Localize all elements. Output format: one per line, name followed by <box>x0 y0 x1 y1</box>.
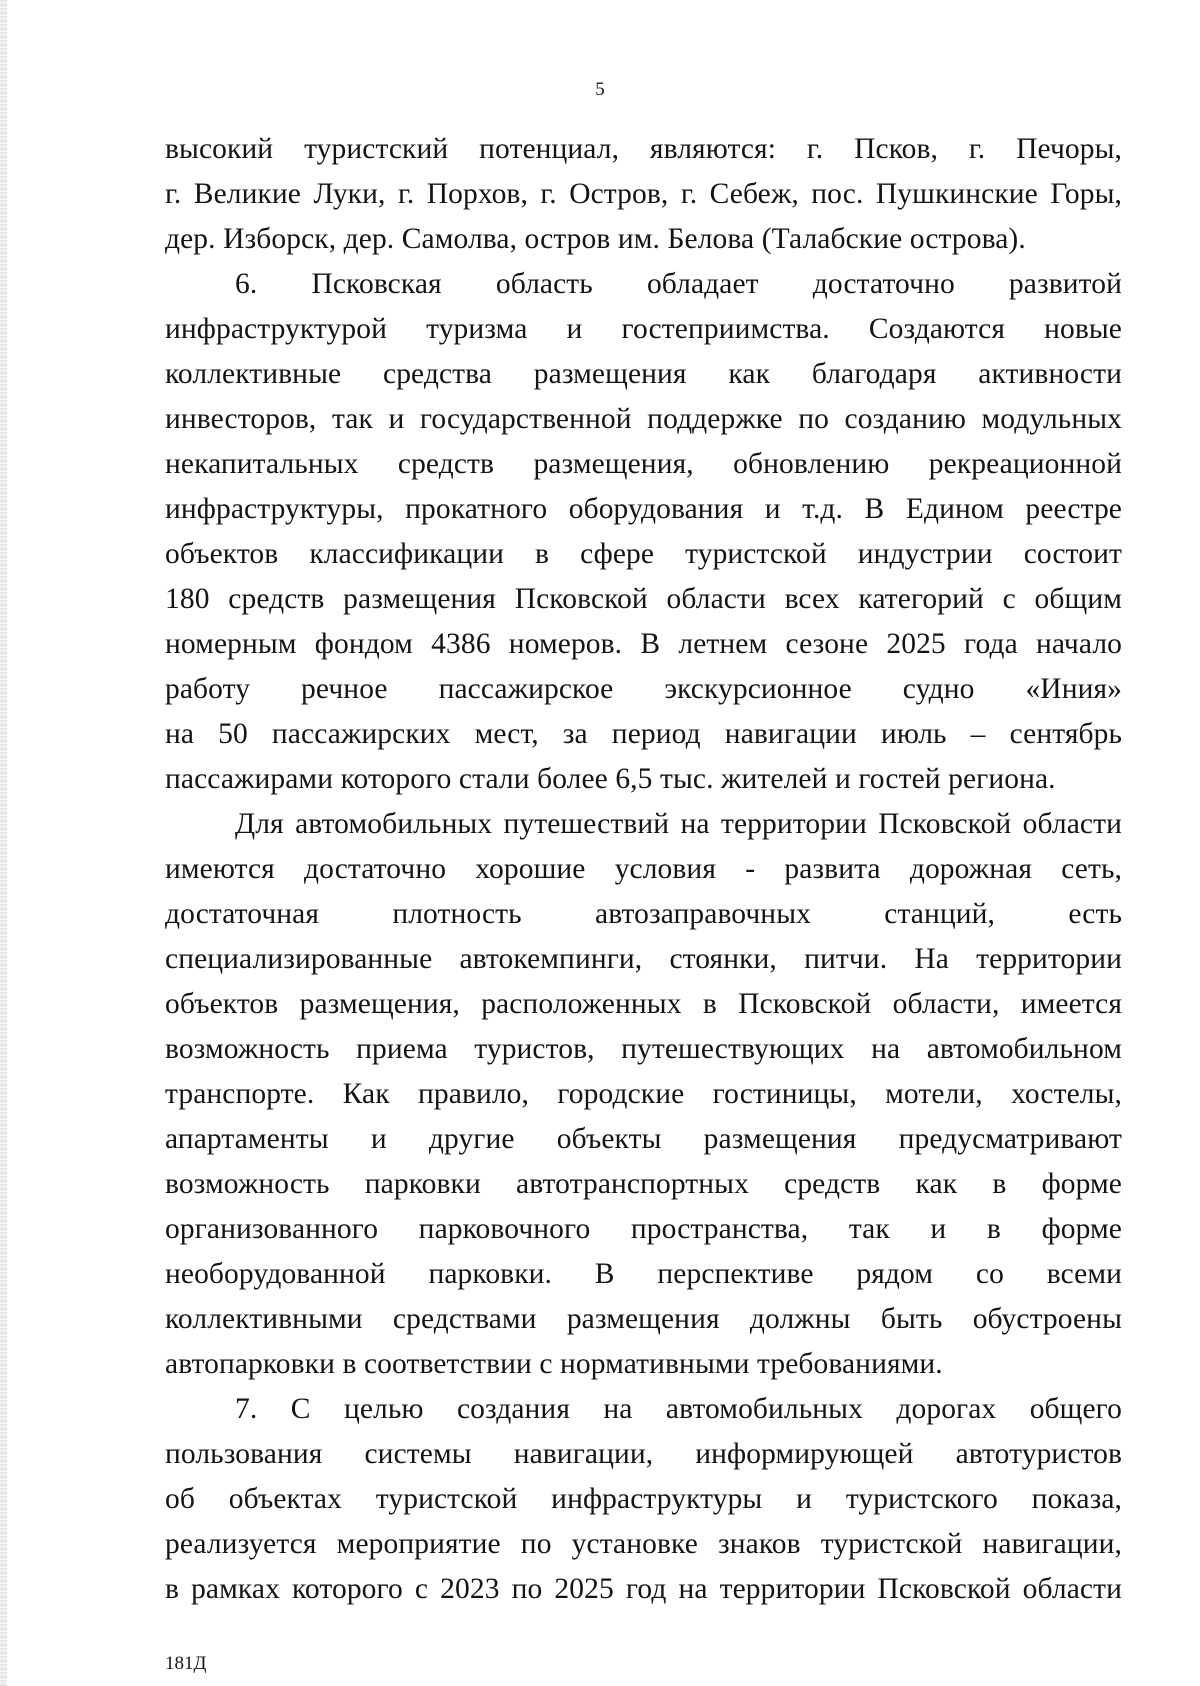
scan-edge-shadow <box>0 0 7 1686</box>
text-line: г. Великие Луки, г. Порхов, г. Остров, г. Себеж, пос. Пушкинские Горы, <box>165 178 1122 210</box>
text-line: инфраструктуры, прокатного оборудования и т.д. В Едином реестре <box>165 493 1122 525</box>
text-line: 6. Псковская область обладает достаточно развитой <box>235 268 1122 300</box>
text-line: некапитальных средств размещения, обновлению рекреационной <box>165 448 1122 480</box>
text-line: Для автомобильных путешествий на территории Псковской области <box>235 808 1122 840</box>
text-line: коллективные средства размещения как благодаря активности <box>165 358 1122 390</box>
text-line: работу речное пассажирское экскурсионное судно «Иния» <box>165 673 1122 705</box>
document-code: 181Д <box>165 1653 207 1674</box>
text-line: организованного парковочного пространства, так и в форме <box>165 1213 1122 1245</box>
text-line: пассажирами которого стали более 6,5 тыс. жителей и гостей региона. <box>165 763 1056 795</box>
text-line: на 50 пассажирских мест, за период навигации июль – сентябрь <box>165 718 1122 750</box>
text-line: дер. Изборск, дер. Самолва, остров им. Белова (Талабские острова). <box>165 223 1026 255</box>
text-line: высокий туристский потенциал, являются: г. Псков, г. Печоры, <box>165 133 1122 165</box>
text-line: объектов классификации в сфере туристской индустрии состоит <box>165 538 1122 570</box>
text-line: возможность парковки автотранспортных средств как в форме <box>165 1168 1122 1200</box>
body-text <box>165 127 1122 1612</box>
text-line: возможность приема туристов, путешествующих на автомобильном <box>165 1033 1122 1065</box>
text-line: транспорте. Как правило, городские гостиницы, мотели, хостелы, <box>165 1078 1122 1110</box>
text-line: специализированные автокемпинги, стоянки, питчи. На территории <box>165 943 1122 975</box>
text-line: 180 средств размещения Псковской области всех категорий с общим <box>165 583 1122 615</box>
text-line: реализуется мероприятие по установке знаков туристской навигации, <box>165 1528 1122 1560</box>
text-line: автопарковки в соответствии с нормативными требованиями. <box>165 1348 943 1380</box>
text-line: имеются достаточно хорошие условия - развита дорожная сеть, <box>165 853 1122 885</box>
text-line: об объектах туристской инфраструктуры и туристского показа, <box>165 1483 1122 1515</box>
text-line: апартаменты и другие объекты размещения предусматривают <box>165 1123 1122 1155</box>
page-number: 5 <box>595 79 605 100</box>
text-line: инвесторов, так и государственной поддержке по созданию модульных <box>165 403 1122 435</box>
text-line: номерным фондом 4386 номеров. В летнем сезоне 2025 года начало <box>165 628 1122 660</box>
text-line: необорудованной парковки. В перспективе рядом со всеми <box>165 1258 1122 1290</box>
text-line: пользования системы навигации, информирующей автотуристов <box>165 1438 1122 1470</box>
text-line: объектов размещения, расположенных в Псковской области, имеется <box>165 988 1122 1020</box>
text-line: инфраструктурой туризма и гостеприимства. Создаются новые <box>165 313 1122 345</box>
text-line: в рамках которого с 2023 по 2025 год на территории Псковской области <box>165 1573 1122 1605</box>
text-line: достаточная плотность автозаправочных станций, есть <box>165 898 1122 930</box>
text-line: коллективными средствами размещения должны быть обустроены <box>165 1303 1122 1335</box>
text-line: 7. С целью создания на автомобильных дорогах общего <box>235 1393 1122 1425</box>
